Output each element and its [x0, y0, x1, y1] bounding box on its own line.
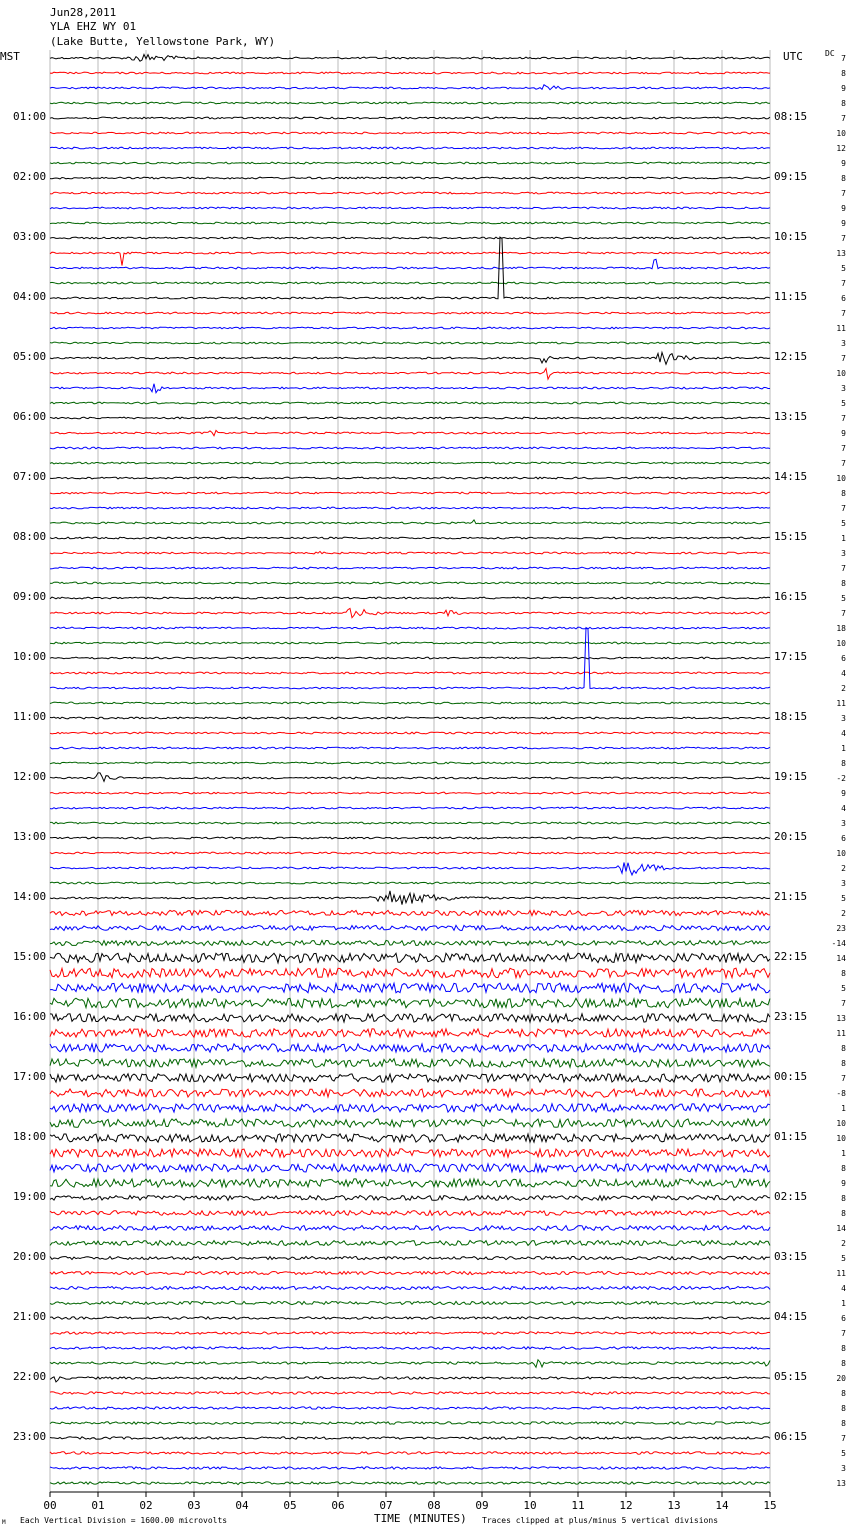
dc-offset-label: 5	[841, 519, 846, 528]
dc-offset-label: 7	[841, 234, 846, 243]
trace-line-49	[50, 792, 770, 794]
dc-offset-label: 8	[841, 1389, 846, 1398]
left-hour-label: 12:00	[13, 770, 47, 783]
dc-offset-label: 5	[841, 399, 846, 408]
dc-offset-label: 8	[841, 489, 846, 498]
left-hour-label: 21:00	[13, 1310, 47, 1323]
trace-line-80	[50, 1256, 770, 1259]
trace-line-50	[50, 807, 770, 809]
x-tick-label: 08	[427, 1499, 441, 1512]
trace-line-3	[50, 102, 770, 104]
trace-line-53	[50, 852, 770, 854]
trace-line-31	[50, 520, 770, 524]
dc-header-label: DC	[825, 49, 835, 58]
dc-offset-label: 7	[841, 504, 846, 513]
trace-line-74	[50, 1164, 770, 1172]
trace-line-71	[50, 1119, 770, 1127]
dc-offset-label: 8	[841, 1344, 846, 1353]
dc-offset-label: 7	[841, 609, 846, 618]
dc-offset-label: 10	[836, 639, 846, 648]
right-hour-label: 15:15	[774, 530, 808, 543]
dc-offset-label: -14	[831, 939, 846, 948]
trace-line-85	[50, 1332, 770, 1334]
trace-line-22	[50, 384, 770, 393]
right-hour-label: 09:15	[774, 170, 808, 183]
left-hour-label: 11:00	[13, 710, 47, 723]
trace-line-38	[50, 627, 770, 629]
trace-line-36	[50, 597, 770, 599]
trace-line-46	[50, 747, 770, 749]
dc-offset-label: 13	[836, 1479, 846, 1488]
dc-offset-label: 2	[841, 684, 846, 693]
trace-line-29	[50, 492, 770, 494]
left-hour-label: 02:00	[13, 170, 47, 183]
trace-line-54	[50, 863, 770, 876]
trace-line-73	[50, 1149, 770, 1157]
trace-line-68	[50, 1074, 770, 1082]
trace-line-39	[50, 642, 770, 644]
trace-line-8	[50, 177, 770, 179]
dc-offset-label: 2	[841, 1239, 846, 1248]
dc-offset-label: 11	[836, 1029, 846, 1038]
dc-offset-label: 4	[841, 729, 846, 738]
right-hour-label: 08:15	[774, 110, 808, 123]
trace-line-78	[50, 1226, 770, 1231]
x-tick-label: 12	[619, 1499, 633, 1512]
dc-offset-label: 6	[841, 654, 846, 663]
dc-offset-label: 3	[841, 819, 846, 828]
trace-line-86	[50, 1347, 770, 1349]
trace-line-66	[50, 1044, 770, 1052]
trace-line-37	[50, 608, 770, 617]
trace-line-2	[50, 85, 770, 90]
trace-line-43	[50, 702, 770, 704]
left-hour-label: 19:00	[13, 1190, 47, 1203]
dc-offset-label: 18	[836, 624, 846, 633]
dc-offset-label: 10	[836, 474, 846, 483]
trace-line-56	[50, 891, 770, 905]
trace-line-67	[50, 1059, 770, 1067]
dc-offset-label: 1	[841, 1149, 846, 1158]
dc-offset-label: 7	[841, 309, 846, 318]
trace-line-51	[50, 822, 770, 824]
dc-offset-label: 9	[841, 219, 846, 228]
x-tick-label: 06	[331, 1499, 345, 1512]
trace-line-93	[50, 1452, 770, 1454]
left-hour-label: 16:00	[13, 1010, 47, 1023]
dc-offset-label: 10	[836, 129, 846, 138]
trace-line-21	[50, 368, 770, 379]
right-hour-label: 16:15	[774, 590, 808, 603]
right-hour-label: 01:15	[774, 1130, 808, 1143]
left-hour-label: 07:00	[13, 470, 47, 483]
trace-line-1	[50, 72, 770, 74]
dc-offset-label: 10	[836, 849, 846, 858]
right-hour-label: 14:15	[774, 470, 808, 483]
x-axis-title: TIME (MINUTES)	[374, 1512, 467, 1525]
dc-offset-label: 4	[841, 804, 846, 813]
x-tick-label: 15	[763, 1499, 777, 1512]
dc-offset-label: 8	[841, 1059, 846, 1068]
dc-offset-label: 7	[841, 999, 846, 1008]
x-tick-label: 05	[283, 1499, 297, 1512]
dc-offset-label: 7	[841, 1329, 846, 1338]
x-tick-label: 07	[379, 1499, 393, 1512]
trace-line-62	[50, 983, 770, 993]
trace-line-92	[50, 1437, 770, 1439]
trace-line-76	[50, 1196, 770, 1201]
trace-line-20	[50, 352, 770, 364]
right-hour-label: 05:15	[774, 1370, 808, 1383]
trace-line-40	[50, 657, 770, 659]
trace-line-65	[50, 1029, 770, 1037]
clip-note: Traces clipped at plus/minus 5 vertical divisions	[482, 1516, 719, 1525]
dc-offset-label: 5	[841, 984, 846, 993]
left-hour-label: 01:00	[13, 110, 47, 123]
dc-offset-label: 6	[841, 294, 846, 303]
x-tick-label: 04	[235, 1499, 249, 1512]
dc-offset-label: 8	[841, 759, 846, 768]
trace-line-11	[50, 222, 770, 224]
dc-offset-label: 7	[841, 279, 846, 288]
trace-line-64	[50, 1014, 770, 1022]
trace-line-18	[50, 327, 770, 329]
trace-line-91	[50, 1422, 770, 1424]
dc-offset-label: 4	[841, 669, 846, 678]
dc-offset-label: 11	[836, 324, 846, 333]
date-label: Jun28,2011	[50, 6, 117, 19]
dc-offset-label: 6	[841, 834, 846, 843]
trace-line-10	[50, 207, 770, 209]
dc-offset-label: 14	[836, 954, 846, 963]
dc-offset-label: -2	[836, 774, 846, 783]
trace-line-15	[50, 282, 770, 284]
left-hour-label: 18:00	[13, 1130, 47, 1143]
dc-offset-label: 23	[836, 924, 846, 933]
right-hour-label: 13:15	[774, 410, 808, 423]
dc-offset-label: 8	[841, 1209, 846, 1218]
trace-line-5	[50, 132, 770, 134]
left-hour-label: 17:00	[13, 1070, 47, 1083]
x-tick-label: 00	[43, 1499, 57, 1512]
trace-line-83	[50, 1301, 770, 1304]
x-tick-label: 14	[715, 1499, 729, 1512]
dc-offset-label: 5	[841, 594, 846, 603]
trace-line-59	[50, 940, 770, 945]
dc-offset-label: 8	[841, 969, 846, 978]
dc-offset-label: 3	[841, 714, 846, 723]
right-hour-label: 12:15	[774, 350, 808, 363]
trace-line-4	[50, 117, 770, 119]
dc-offset-label: 8	[841, 1194, 846, 1203]
dc-offset-label: 7	[841, 459, 846, 468]
right-hour-label: 04:15	[774, 1310, 808, 1323]
dc-offset-label: 11	[836, 1269, 846, 1278]
trace-line-82	[50, 1286, 770, 1289]
dc-offset-label: 9	[841, 159, 846, 168]
left-hour-label: 10:00	[13, 650, 47, 663]
trace-line-25	[50, 430, 770, 435]
trace-line-79	[50, 1241, 770, 1246]
trace-line-14	[50, 259, 770, 269]
x-tick-label: 09	[475, 1499, 489, 1512]
x-tick-label: 13	[667, 1499, 681, 1512]
dc-offset-label: 10	[836, 1134, 846, 1143]
scale-note: Each Vertical Division = 1600.00 microvolts	[20, 1516, 228, 1525]
trace-line-95	[50, 1482, 770, 1485]
trace-line-35	[50, 582, 770, 584]
dc-offset-label: 13	[836, 1014, 846, 1023]
dc-offset-label: 8	[841, 1404, 846, 1413]
dc-offset-label: 20	[836, 1374, 846, 1383]
right-timezone-label: UTC	[783, 50, 803, 63]
dc-offset-label: 13	[836, 249, 846, 258]
dc-offset-label: 9	[841, 789, 846, 798]
dc-offset-label: 3	[841, 384, 846, 393]
trace-line-33	[50, 551, 770, 554]
dc-offset-label: 1	[841, 1104, 846, 1113]
dc-offset-label: 3	[841, 549, 846, 558]
trace-line-28	[50, 477, 770, 479]
dc-offset-label: 8	[841, 99, 846, 108]
dc-offset-label: 6	[841, 1314, 846, 1323]
dc-offset-label: 8	[841, 1359, 846, 1368]
dc-offset-label: 1	[841, 1299, 846, 1308]
dc-offset-label: 8	[841, 1419, 846, 1428]
dc-offset-label: 4	[841, 1284, 846, 1293]
trace-line-55	[50, 882, 770, 884]
left-hour-label: 09:00	[13, 590, 47, 603]
left-hour-label: 23:00	[13, 1430, 47, 1443]
right-hour-label: 23:15	[774, 1010, 808, 1023]
right-hour-label: 22:15	[774, 950, 808, 963]
dc-offset-label: -8	[836, 1089, 846, 1098]
left-hour-label: 06:00	[13, 410, 47, 423]
trace-line-84	[50, 1317, 770, 1319]
right-hour-label: 11:15	[774, 290, 808, 303]
right-hour-label: 21:15	[774, 890, 808, 903]
trace-line-34	[50, 567, 770, 569]
dc-offset-label: 7	[841, 1434, 846, 1443]
dc-offset-label: 2	[841, 864, 846, 873]
dc-offset-label: 11	[836, 699, 846, 708]
trace-line-60	[50, 953, 770, 963]
trace-line-58	[50, 925, 770, 930]
left-hour-label: 08:00	[13, 530, 47, 543]
trace-line-70	[50, 1104, 770, 1112]
trace-line-63	[50, 998, 770, 1008]
left-hour-label: 05:00	[13, 350, 47, 363]
dc-offset-label: 9	[841, 429, 846, 438]
trace-line-45	[50, 732, 770, 734]
dc-offset-label: 3	[841, 1464, 846, 1473]
right-hour-label: 10:15	[774, 230, 808, 243]
trace-line-41	[50, 672, 770, 674]
dc-offset-label: 8	[841, 1164, 846, 1173]
trace-line-81	[50, 1271, 770, 1274]
dc-offset-label: 10	[836, 369, 846, 378]
trace-line-87	[50, 1360, 770, 1368]
left-hour-label: 20:00	[13, 1250, 47, 1263]
dc-offset-label: 7	[841, 354, 846, 363]
dc-offset-label: 8	[841, 174, 846, 183]
trace-line-52	[50, 837, 770, 839]
trace-line-7	[50, 162, 770, 164]
trace-line-19	[50, 342, 770, 344]
left-hour-label: 04:00	[13, 290, 47, 303]
dc-offset-label: 5	[841, 894, 846, 903]
dc-offset-label: 7	[841, 189, 846, 198]
dc-offset-label: 3	[841, 339, 846, 348]
dc-offset-label: 7	[841, 564, 846, 573]
dc-offset-label: 3	[841, 879, 846, 888]
dc-offset-label: 2	[841, 909, 846, 918]
dc-offset-label: 8	[841, 579, 846, 588]
trace-line-0	[50, 54, 770, 61]
trace-line-89	[50, 1392, 770, 1395]
trace-line-47	[50, 762, 770, 764]
left-hour-label: 03:00	[13, 230, 47, 243]
dc-offset-label: 5	[841, 264, 846, 273]
trace-line-48	[50, 773, 770, 782]
x-tick-label: 11	[571, 1499, 585, 1512]
left-timezone-label: MST	[0, 50, 20, 63]
dc-offset-label: 7	[841, 1074, 846, 1083]
right-hour-label: 18:15	[774, 710, 808, 723]
location-label: (Lake Butte, Yellowstone Park, WY)	[50, 35, 276, 48]
right-hour-label: 20:15	[774, 830, 808, 843]
trace-group	[50, 54, 770, 1484]
left-hour-label: 15:00	[13, 950, 47, 963]
trace-line-26	[50, 447, 770, 449]
trace-line-32	[50, 537, 770, 539]
right-hour-label: 19:15	[774, 770, 808, 783]
dc-offset-label: 5	[841, 1254, 846, 1263]
x-tick-label: 10	[523, 1499, 537, 1512]
minute-grid	[50, 50, 770, 1492]
trace-line-13	[50, 252, 770, 265]
right-hour-label: 17:15	[774, 650, 808, 663]
trace-line-88	[50, 1377, 770, 1382]
trace-line-61	[50, 968, 770, 978]
dc-offset-label: 9	[841, 84, 846, 93]
x-tick-label: 03	[187, 1499, 201, 1512]
trace-line-12	[50, 237, 770, 239]
trace-line-77	[50, 1211, 770, 1216]
dc-offset-label: 9	[841, 204, 846, 213]
trace-line-94	[50, 1467, 770, 1469]
trace-line-75	[50, 1179, 770, 1187]
trace-line-57	[50, 910, 770, 915]
trace-line-17	[50, 312, 770, 314]
trace-line-24	[50, 417, 770, 419]
dc-offset-label: 7	[841, 114, 846, 123]
trace-line-30	[50, 507, 770, 509]
dc-offset-label: 8	[841, 1044, 846, 1053]
trace-line-27	[50, 462, 770, 464]
dc-offset-label: 7	[841, 54, 846, 63]
dc-offset-label: 12	[836, 144, 846, 153]
station-label: YLA EHZ WY 01	[50, 20, 137, 33]
trace-line-23	[50, 402, 770, 404]
left-hour-label: 14:00	[13, 890, 47, 903]
x-tick-label: 02	[139, 1499, 153, 1512]
x-tick-label: 01	[91, 1499, 105, 1512]
corner-mark: M	[2, 1519, 6, 1526]
right-hour-label: 06:15	[774, 1430, 808, 1443]
trace-line-69	[50, 1089, 770, 1097]
trace-line-72	[50, 1134, 770, 1142]
trace-line-9	[50, 192, 770, 194]
right-hour-label: 02:15	[774, 1190, 808, 1203]
dc-offset-label: 7	[841, 414, 846, 423]
trace-line-44	[50, 717, 770, 719]
dc-offset-label: 9	[841, 1179, 846, 1188]
trace-line-90	[50, 1407, 770, 1409]
dc-offset-label: 14	[836, 1224, 846, 1233]
right-hour-label: 03:15	[774, 1250, 808, 1263]
left-hour-label: 13:00	[13, 830, 47, 843]
left-hour-label: 22:00	[13, 1370, 47, 1383]
dc-offset-label: 7	[841, 444, 846, 453]
dc-offset-label: 5	[841, 1449, 846, 1458]
trace-line-6	[50, 147, 770, 149]
dc-offset-label: 8	[841, 69, 846, 78]
dc-offset-label: 1	[841, 744, 846, 753]
dc-offset-label: 10	[836, 1119, 846, 1128]
right-hour-label: 00:15	[774, 1070, 808, 1083]
time-axis	[43, 1492, 776, 1512]
dc-offset-label: 1	[841, 534, 846, 543]
